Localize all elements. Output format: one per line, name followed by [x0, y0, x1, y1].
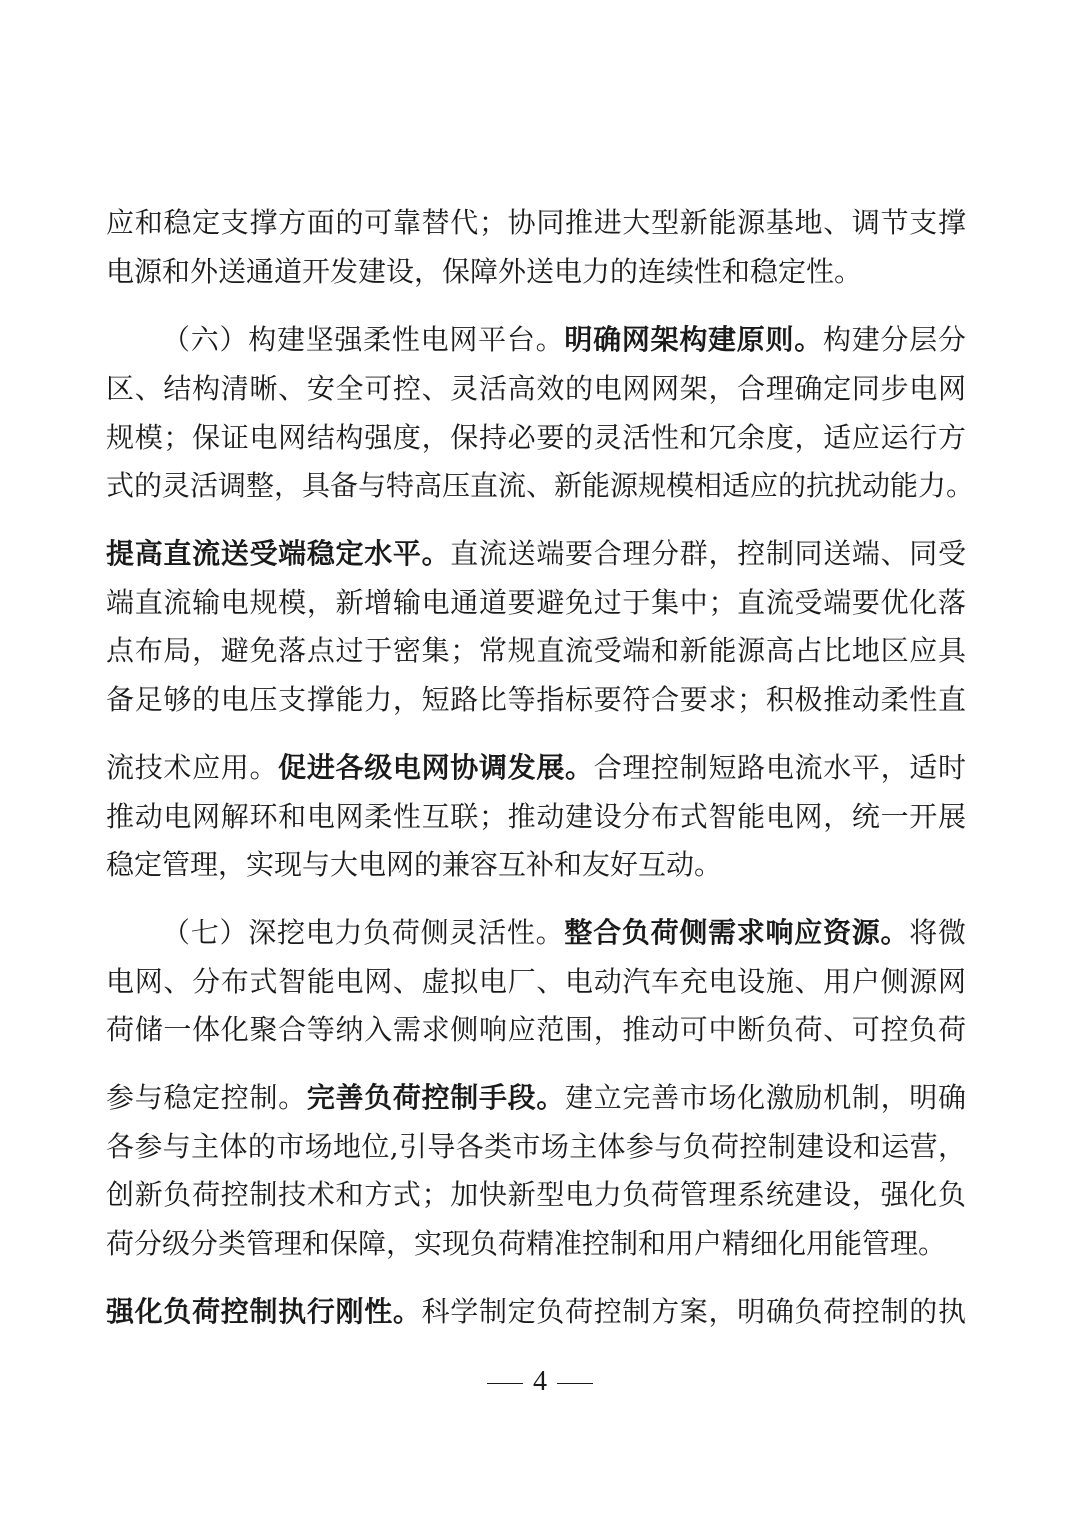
text-run: （七）深挖电力负荷侧灵活性。: [162, 916, 565, 949]
text-line: [106, 1007, 966, 1053]
text-run: 荷储一体化聚合等纳入需求侧响应范围，推动可中断负荷、可控负荷: [106, 1013, 966, 1046]
text-run: 区、结构清晰、安全可控、灵活高效的电网网架，合理确定同步电网: [106, 372, 966, 405]
text-run: 稳定管理，实现与大电网的兼容互补和友好互动。: [106, 848, 723, 881]
text-run: 各参与主体的市场地位,引导各类市场主体参与负荷控制建设和运营，: [106, 1130, 966, 1163]
page-footer: [0, 1362, 1080, 1402]
text-run: 直流送端要合理分群，控制同送端、同受: [450, 537, 966, 570]
text-line: [162, 317, 966, 363]
bold-phrase: 强化负荷控制执行刚性。: [106, 1295, 422, 1328]
text-line: [106, 249, 966, 295]
text-run: 点布局，避免落点过于密集；常规直流受端和新能源高占比地区应具: [106, 634, 966, 667]
text-run: 推动电网解环和电网柔性互联；推动建设分布式智能电网，统一开展: [106, 800, 966, 833]
text-line: [106, 628, 966, 674]
text-run: 参与稳定控制。: [106, 1081, 307, 1114]
text-run: 流技术应用。: [106, 751, 279, 784]
text-run: 科学制定负荷控制方案，明确负荷控制的执: [421, 1295, 966, 1328]
text-line: [106, 580, 966, 626]
text-line: [106, 959, 966, 1005]
bold-phrase: 提高直流送受端稳定水平。: [106, 537, 451, 570]
text-line: [106, 200, 966, 246]
text-run: 合理控制短路电流水平，适时: [593, 751, 966, 784]
text-line: [106, 1289, 966, 1335]
bold-phrase: 完善负荷控制手段。: [306, 1081, 566, 1114]
footer-dash-left: [487, 1383, 523, 1384]
text-run: 荷分级分类管理和保障，实现负荷精准控制和用户精细化用能管理。: [106, 1227, 947, 1260]
text-run: 应和稳定支撑方面的可靠替代；协同推进大型新能源基地、调节支撑: [106, 206, 966, 239]
text-run: 电网、分布式智能电网、虚拟电厂、电动汽车充电设施、用户侧源网: [106, 965, 966, 998]
text-run: （六）构建坚强柔性电网平台。: [162, 323, 565, 356]
footer-dash-right: [557, 1383, 593, 1384]
text-line: [106, 531, 966, 577]
text-line: [106, 463, 975, 509]
text-run: 将微: [909, 916, 966, 949]
text-run: 式的灵活调整，具备与特高压直流、新能源规模相适应的抗扰动能力。: [106, 469, 975, 502]
text-run: 端直流输电规模，新增输电通道要避免过于集中；直流受端要优化落: [106, 586, 966, 619]
bold-phrase: 整合负荷侧需求响应资源。: [564, 916, 910, 949]
text-run: 创新负荷控制技术和方式；加快新型电力负荷管理系统建设，强化负: [106, 1178, 966, 1211]
text-line: [106, 1172, 966, 1218]
text-line: [106, 1221, 966, 1267]
text-line: [106, 415, 966, 461]
text-run: 备足够的电压支撑能力，短路比等指标要符合要求；积极推动柔性直: [106, 683, 966, 716]
text-run: 规模；保证电网结构强度，保持必要的灵活性和冗余度，适应运行方: [106, 421, 966, 454]
text-line: [162, 910, 966, 956]
text-line: [106, 1075, 966, 1121]
bold-phrase: 明确网架构建原则。: [564, 323, 824, 356]
text-run: 构建分层分: [823, 323, 966, 356]
text-line: [106, 1124, 966, 1170]
text-line: [106, 794, 966, 840]
text-run: 电源和外送通道开发建设，保障外送电力的连续性和稳定性。: [106, 255, 863, 288]
text-line: [106, 745, 966, 791]
text-line: [106, 366, 966, 412]
text-line: [106, 677, 966, 723]
page-number: 4: [533, 1366, 547, 1397]
bold-phrase: 促进各级电网协调发展。: [278, 751, 594, 784]
text-run: 建立完善市场化激励机制，明确: [565, 1081, 966, 1114]
text-line: [106, 842, 966, 888]
